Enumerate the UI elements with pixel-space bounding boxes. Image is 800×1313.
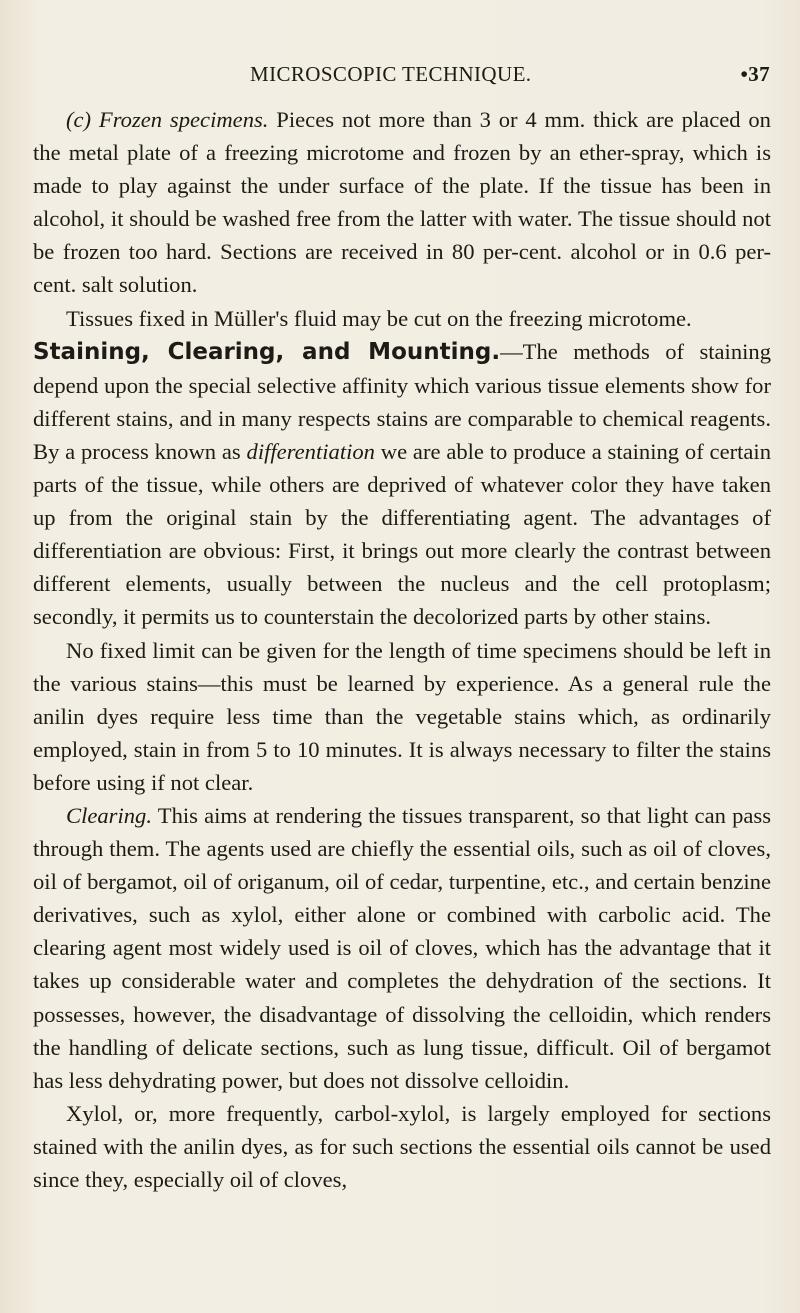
paragraph-text: This aims at rendering the tissues transparent, so that light can pass through them. The agents used are chiefly the essential oils, such as oil of cloves, oil of bergamot, oil of origanum, oil of cedar, turpentine, etc., and certain benzine derivatives, such as xylol, either alone or combined with carbolic acid. The clearing agent most widely used is oil of cloves, which has the advantage that it takes up considerable water and completes the dehydration of the sections. It possesses, however, the disadvantage of dissolving the celloidin, which renders the handling of delicate sections, such as lung tissue, difficult. Oil of bergamot has less dehydrating power, but does not dissolve celloidin.: [33, 802, 771, 1093]
paragraph-xylol: [33, 1097, 771, 1196]
italic-term-differentiation: differentiation: [246, 438, 375, 464]
paragraph-frozen-specimens: [33, 103, 771, 302]
paragraph-staining: [33, 335, 771, 634]
list-marker: (c): [66, 107, 92, 132]
paragraph-clearing: [33, 799, 771, 1097]
running-title: MICROSCOPIC TECHNIQUE.: [250, 62, 532, 86]
running-header: [250, 62, 770, 92]
frozen-specimens-heading: Frozen specimens.: [98, 107, 269, 132]
paragraph-text: Pieces not more than 3 or 4 mm. thick are placed on the metal plate of a freezing microtome and frozen by an ether-spray, which is made to play against the under surface of the plate. If the tissue has been in alcohol, it should be washed free from the latter with water. The tissue should not be frozen too hard. Sections are received in 80 per-cent. alcohol or in 0.6 per-cent. salt solution.: [33, 107, 771, 298]
paragraph-text: Xylol, or, more frequently, carbol-xylol, is largely employed for sections stained with the anilin dyes, as for such sections the essential oils cannot be used since they, especially oil of cloves,: [33, 1100, 771, 1192]
paragraph-text: —The methods of staining depend upon the special selective affinity which various tissue elements show for different stains, and in many respects stains are comparable to chemical reagents. By a process known as: [33, 338, 771, 464]
paragraph-text: we are able to produce a staining of certain parts of the tissue, while others are deprived of whatever color they have taken up from the original stain by the differentiating agent. The advantages of differentiation are obvious: First, it brings out more clearly the contrast between different elements, usually between the nucleus and the cell protoplasm; secondly, it permits us to counterstain the decolorized parts by other stains.: [33, 438, 771, 630]
paragraph-text: Tissues fixed in Müller's fluid may be cut on the freezing microtome.: [66, 305, 692, 331]
paragraph-muller-fluid: [33, 302, 771, 335]
paragraph-time-limit: [33, 634, 771, 799]
section-heading-staining: Staining, Clearing, and Mounting.: [33, 338, 501, 365]
clearing-heading: Clearing.: [66, 802, 152, 828]
page-number: •37: [740, 62, 770, 86]
paragraph-text: No fixed limit can be given for the length of time specimens should be left in the various stains—this must be learned by experience. As a general rule the anilin dyes require less time than the vegetable stains which, as ordinarily employed, stain in from 5 to 10 minutes. It is always necessary to filter the stains before using if not clear.: [33, 637, 771, 795]
page-body: [33, 103, 771, 1196]
